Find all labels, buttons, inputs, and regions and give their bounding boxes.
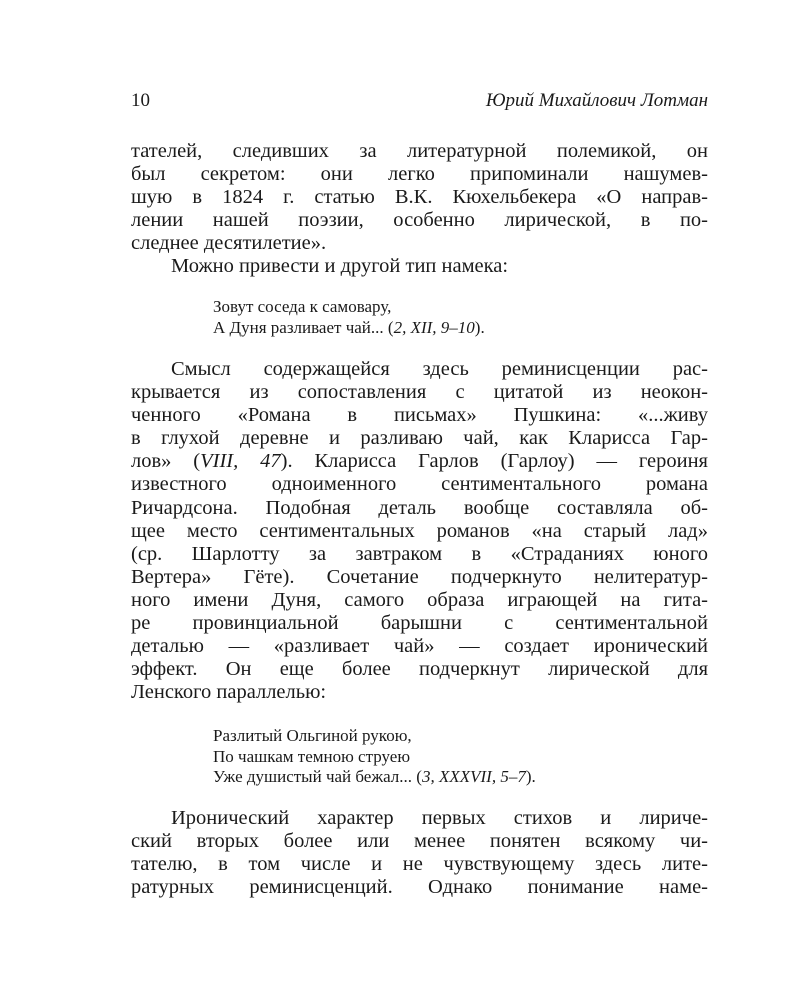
paragraph-intro-hint: Можно привести и другой тип намека: bbox=[171, 255, 509, 278]
text-line: тателю, в том числе и не чувствующему здесь лите- bbox=[131, 853, 708, 876]
text-line: Ричардсона. Подобная деталь вообще составляла об- bbox=[131, 496, 708, 519]
text-line: в глухой деревне и разливаю чай, как Кларисса Гар- bbox=[131, 427, 708, 450]
verse-quote-2 bbox=[213, 726, 536, 788]
text-line: известного одноименного сентиментального романа bbox=[131, 473, 708, 496]
text-line: был секретом: они легко припоминали нашумев- bbox=[131, 163, 708, 186]
verse-reference: 3, XXXVII, 5–7 bbox=[421, 767, 526, 786]
text-line: ре провинциальной барышни с сентиментальной bbox=[131, 612, 708, 635]
text-line: следнее десятилетие». bbox=[131, 232, 327, 255]
inline-reference: VIII, 47 bbox=[200, 450, 281, 473]
paragraph-reminiscence bbox=[131, 358, 708, 704]
verse-line: По чашкам темною струею bbox=[213, 746, 411, 766]
text-line: ский вторых более или менее понятен всякому чи- bbox=[131, 830, 708, 853]
text-line: (ср. Шарлотту за завтраком в «Страданиях юного bbox=[131, 542, 708, 565]
verse-line: А Дуня разливает чай... (2, XII, 9–10). bbox=[213, 317, 485, 337]
text-line: лов» (VIII, 47). Кларисса Гарлов (Гарлоу) — героиня bbox=[131, 450, 708, 473]
verse-reference: 2, XII, 9–10 bbox=[393, 317, 475, 337]
paragraph-irony bbox=[131, 807, 708, 899]
text-line: Смысл содержащейся здесь реминисценции рас- bbox=[171, 358, 708, 380]
paragraph-continued bbox=[131, 140, 708, 279]
text-line: крывается из сопоставления с цитатой из неокон- bbox=[131, 381, 708, 404]
text-line: щее место сентиментальных романов «на старый лад» bbox=[131, 519, 708, 542]
text-line: шую в 1824 г. статью В.К. Кюхельбекера «О направ- bbox=[131, 186, 708, 209]
text-line: Ленского параллелью: bbox=[131, 681, 327, 704]
verse-quote-1 bbox=[213, 297, 485, 338]
text-line: ратурных реминисценций. Однако понимание наме- bbox=[131, 876, 708, 899]
text-line: ного имени Дуня, самого образа играющей на гита- bbox=[131, 588, 708, 611]
text-line: Вертера» Гёте). Сочетание подчеркнуто нелитератур- bbox=[131, 565, 708, 588]
page-number: 10 bbox=[131, 90, 150, 111]
verse-line: Разлитый Ольгиной рукою, bbox=[213, 726, 412, 745]
text-line: деталью — «разливает чай» — создает иронический bbox=[131, 635, 708, 658]
verse-line: Уже душистый чай бежал... (3, XXXVII, 5–7). bbox=[213, 767, 536, 786]
text-line: ченного «Романа в письмах» Пушкина: «...живу bbox=[131, 404, 708, 427]
text-line: эффект. Он еще более подчеркнут лирической для bbox=[131, 658, 708, 681]
text-line: Иронический характер первых стихов и лириче- bbox=[171, 807, 708, 829]
text-line: тателей, следивших за литературной полемикой, он bbox=[131, 140, 708, 162]
text-line: лении нашей поэзии, особенно лирической, в по- bbox=[131, 209, 708, 232]
verse-line: Зовут соседа к самовару, bbox=[213, 297, 392, 316]
running-head-author: Юрий Михайлович Лотман bbox=[485, 90, 708, 111]
